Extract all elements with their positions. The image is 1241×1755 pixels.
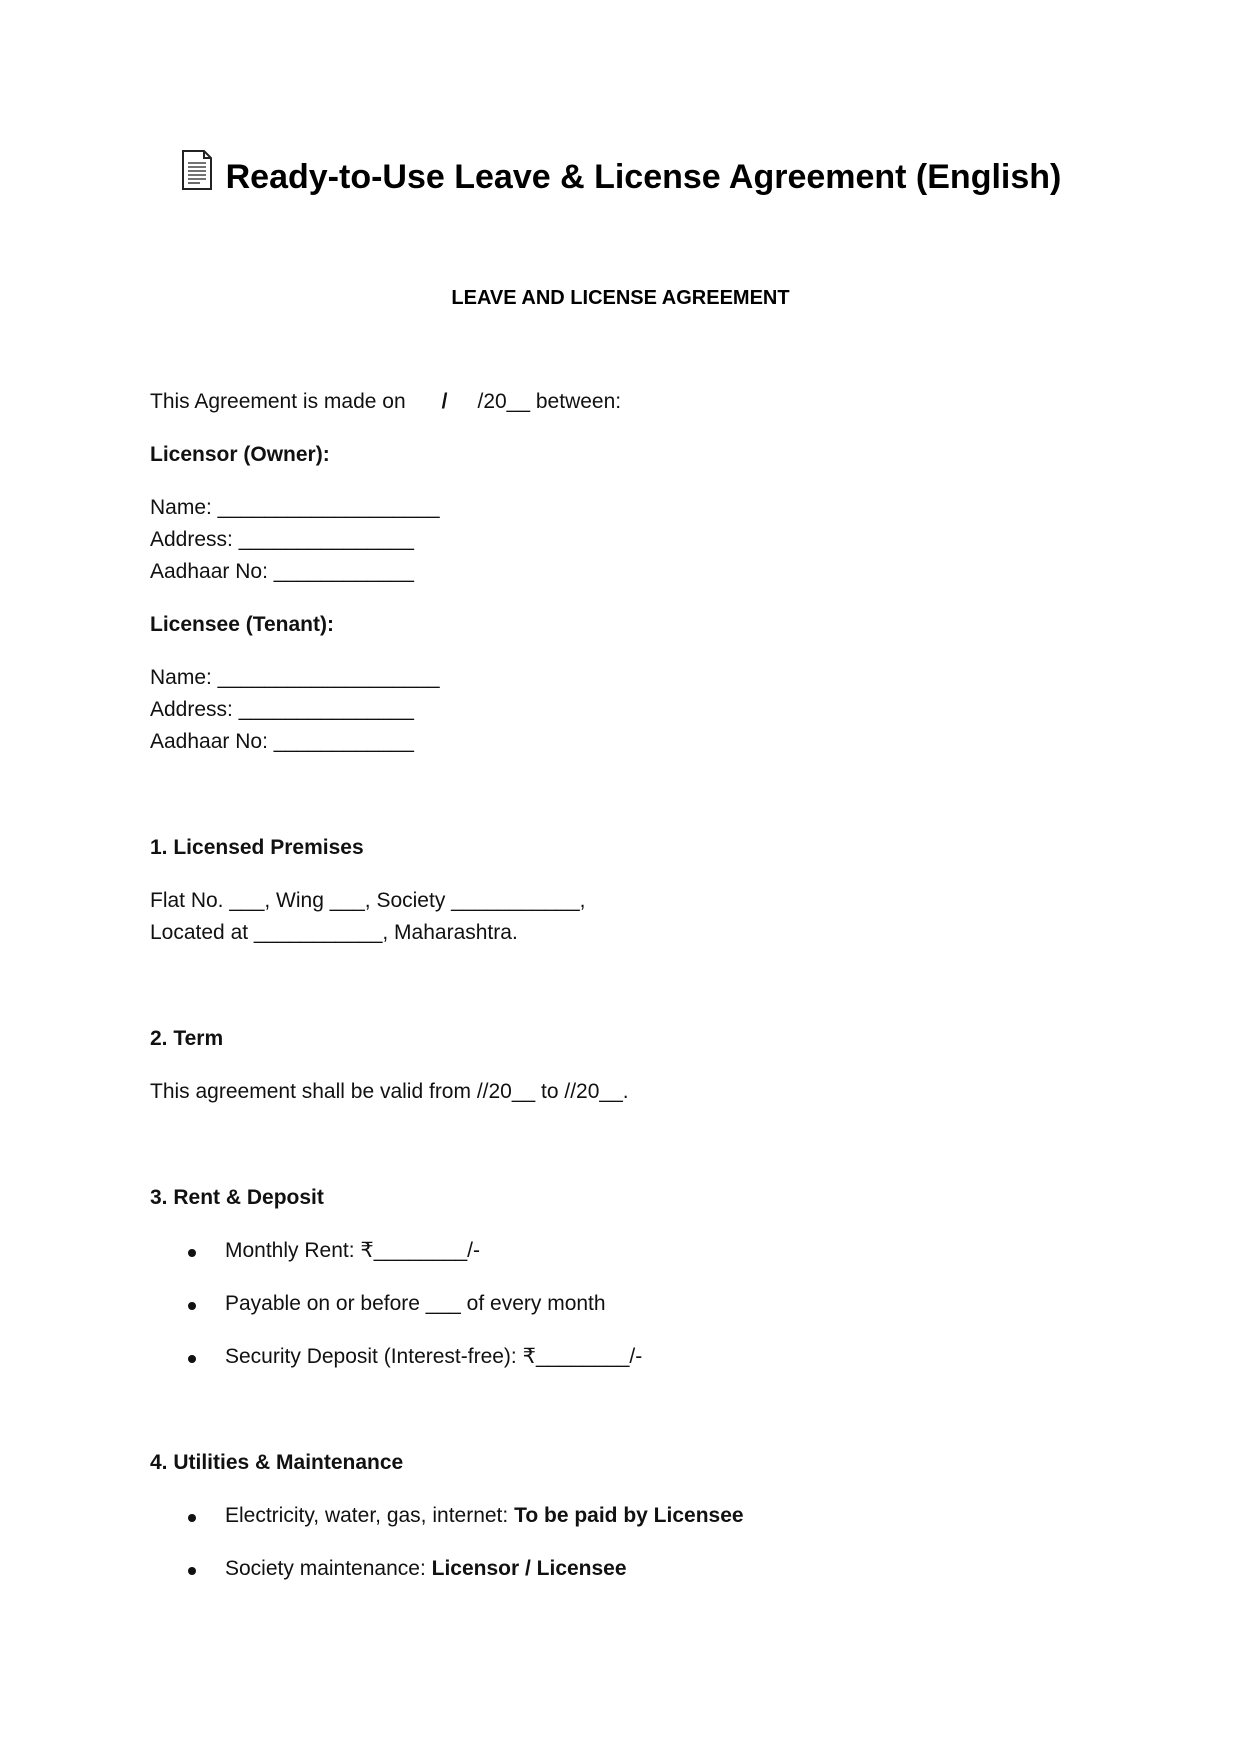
bullet-dot bbox=[188, 1249, 196, 1257]
licensor-address-field: Address: _______________ bbox=[150, 528, 414, 551]
utilities-bullet-2 bbox=[225, 1554, 627, 1584]
licensor-name-field: Name: ___________________ bbox=[150, 496, 440, 519]
rent-bullet-payable: Payable on or before ___ of every month bbox=[225, 1292, 606, 1315]
licensee-address-field: Address: _______________ bbox=[150, 698, 414, 721]
bullet-dot bbox=[188, 1567, 196, 1575]
page-facing-up-icon bbox=[180, 149, 214, 204]
bullet-dot bbox=[188, 1355, 196, 1363]
licensee-aadhaar-field: Aadhaar No: ____________ bbox=[150, 730, 414, 753]
section-utilities-heading: 4. Utilities & Maintenance bbox=[150, 1451, 404, 1474]
licensee-name-field: Name: ___________________ bbox=[150, 666, 440, 689]
intro-line bbox=[150, 387, 621, 417]
bullet-dot bbox=[188, 1514, 196, 1522]
utilities-bullet-1-value: To be paid by Licensee bbox=[514, 1504, 744, 1527]
intro-slash: / bbox=[441, 390, 448, 413]
licensor-aadhaar-field: Aadhaar No: ____________ bbox=[150, 560, 414, 583]
utilities-bullet-1 bbox=[225, 1501, 744, 1531]
document-title bbox=[0, 153, 1241, 204]
intro-prefix: This Agreement is made on bbox=[150, 390, 406, 413]
section-rent-heading: 3. Rent & Deposit bbox=[150, 1186, 324, 1209]
intro-suffix: /20__ between: bbox=[477, 390, 622, 413]
term-line: This agreement shall be valid from //20__ to //20__. bbox=[150, 1080, 629, 1103]
section-term-heading: 2. Term bbox=[150, 1027, 224, 1050]
rent-bullet-monthly: Monthly Rent: ₹________/- bbox=[225, 1239, 481, 1262]
premises-line-2: Located at ___________, Maharashtra. bbox=[150, 921, 518, 944]
section-premises-heading: 1. Licensed Premises bbox=[150, 836, 364, 859]
utilities-bullet-1-label: Electricity, water, gas, internet: bbox=[225, 1504, 515, 1527]
agreement-heading: LEAVE AND LICENSE AGREEMENT bbox=[451, 287, 790, 309]
utilities-bullet-2-value: Licensor / Licensee bbox=[431, 1557, 627, 1580]
document-title-text: Ready-to-Use Leave & License Agreement (English) bbox=[225, 158, 1062, 196]
bullet-dot bbox=[188, 1302, 196, 1310]
premises-line-1: Flat No. ___, Wing ___, Society ___________, bbox=[150, 889, 586, 912]
rent-bullet-deposit: Security Deposit (Interest-free): ₹________/- bbox=[225, 1345, 643, 1368]
licensor-heading: Licensor (Owner): bbox=[150, 443, 330, 466]
utilities-bullet-2-label: Society maintenance: bbox=[225, 1557, 432, 1580]
licensee-heading: Licensee (Tenant): bbox=[150, 613, 334, 636]
